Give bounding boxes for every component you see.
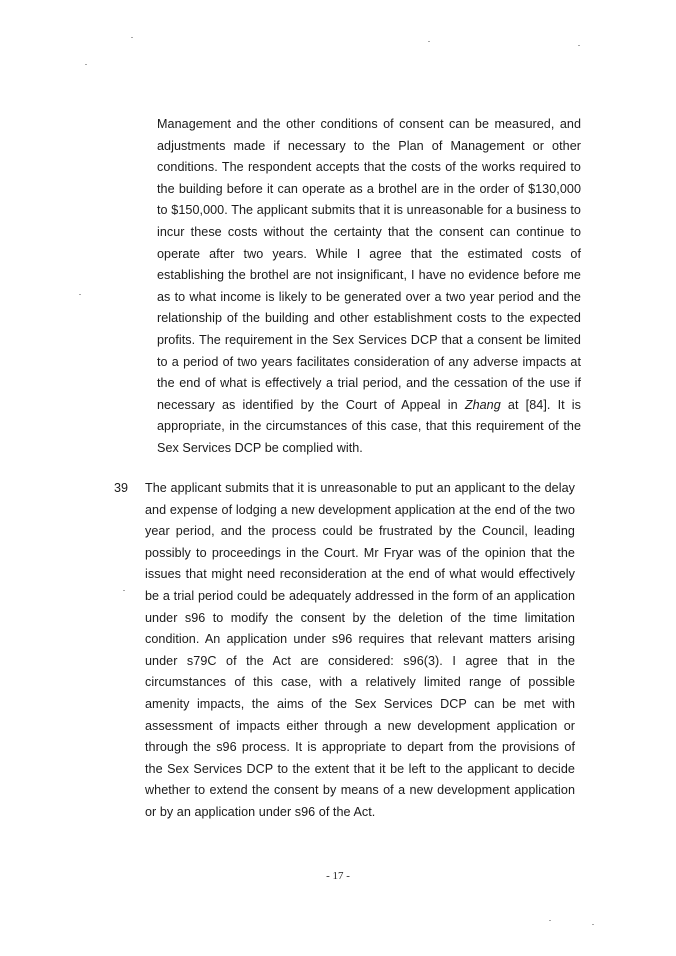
continued-paragraph <box>157 114 581 460</box>
paragraph-segment: Management and the other conditions of consent can be measured, and adjustments made if necessary to the Plan of Management or other conditions. The respondent accepts that the costs of the works required to the building before it can operate as a brothel are in the order of $130,000 to $150,000. The applicant submits that it is unreasonable for a business to incur these costs without the certainty that the consent can continue to operate after two years. While I agree that the estimated costs of establishing the brothel are not insignificant, I have no evidence before me as to what income is likely to be generated over a two year period and the relationship of the building and other establishment costs to the expected profits. The requirement in the Sex Services DCP that a consent be limited to a period of two years facilitates consideration of any adverse impacts at the end of what is effectively a trial period, and the cessation of the use if necessary as identified by the Court of Appeal in <box>157 117 581 412</box>
case-name-zhang: Zhang <box>464 397 501 412</box>
scan-speck <box>79 294 81 295</box>
page-number: - 17 - <box>326 870 350 882</box>
scan-speck <box>428 41 430 42</box>
scan-speck <box>549 920 551 921</box>
paragraph-number: 39 <box>114 481 129 495</box>
scan-speck <box>131 37 133 38</box>
scan-speck <box>123 590 125 591</box>
scan-speck <box>578 45 580 46</box>
paragraph-39: The applicant submits that it is unreasonable to put an applicant to the delay and expense of lodging a new development application at the end of the two year period, and the process could be frustrated by the Council, leading possibly to proceedings in the Court. Mr Fryar was of the opinion that the issues that might need reconsideration at the end of what would effectively be a trial period could be adequately addressed in the form of an application under s96 to modify the consent by the deletion of the time limitation condition. An application under s96 requires that relevant matters arising under s79C of the Act are considered: s96(3). I agree that in the circumstances of this case, with a relatively limited range of possible amenity impacts, the aims of the Sex Services DCP can be met with assessment of impacts either through a new development application or through the s96 process. It is appropriate to depart from the provisions of the Sex Services DCP to the extent that it be left to the applicant to decide whether to extend the consent by means of a new development application or by an application under s96 of the Act. <box>145 481 575 819</box>
scan-speck <box>592 924 594 925</box>
paragraph-segment: at [84]. It is appropriate, in the circumstances of this case, that this requirement of the Sex Services DCP be complied with. <box>157 397 581 455</box>
scan-speck <box>85 64 87 65</box>
